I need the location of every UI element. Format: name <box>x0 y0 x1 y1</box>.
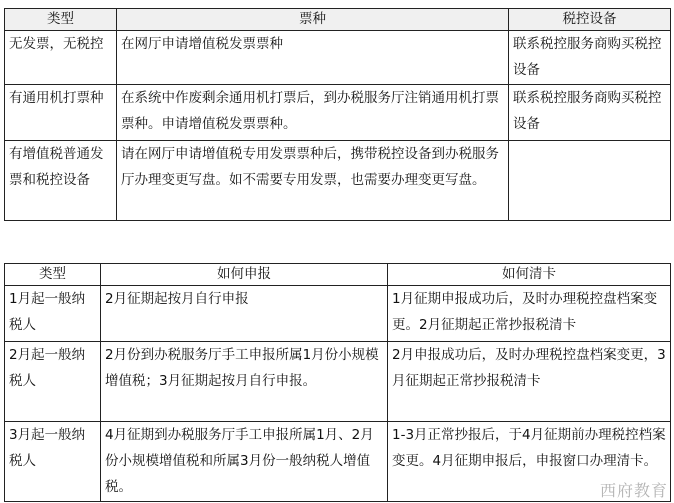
cell-how-declare: 2月征期起按月自行申报 <box>101 286 388 342</box>
declaration-table <box>4 263 671 502</box>
watermark-logo: 西府教育 <box>599 481 668 500</box>
table-row <box>5 31 671 85</box>
cell-type: 无发票，无税控 <box>5 31 117 85</box>
table-row <box>5 141 671 221</box>
table-row <box>5 286 671 342</box>
cell-how-clear: 1-3月正常抄报后，于4月征期前办理税控档案变更。4月征期申报后，申报窗口办理清卡。 <box>388 422 671 502</box>
cell-type: 1月起一般纳税人 <box>5 286 101 342</box>
header-how-clear: 如何清卡 <box>388 264 671 286</box>
cell-ticket-kind: 在系统中作废剩余通用机打票后，到办税服务厅注销通用机打票票种。申请增值税发票票种。 <box>117 85 509 141</box>
table-header-row <box>5 9 671 31</box>
cell-type: 有增值税普通发票和税控设备 <box>5 141 117 221</box>
ticket-type-table <box>4 8 671 221</box>
header-how-declare: 如何申报 <box>101 264 388 286</box>
cell-type: 3月起一般纳税人 <box>5 422 101 502</box>
table-row <box>5 342 671 422</box>
table-row <box>5 422 671 502</box>
cell-how-declare: 2月份到办税服务厅手工申报所属1月份小规模增值税；3月征期起按月自行申报。 <box>101 342 388 422</box>
cell-tax-device: 联系税控服务商购买税控设备 <box>509 85 671 141</box>
table-header-row <box>5 264 671 286</box>
cell-ticket-kind: 请在网厅申请增值税专用发票票种后，携带税控设备到办税服务厅办理变更写盘。如不需要专用发票，也需要办理变更写盘。 <box>117 141 509 221</box>
cell-type: 2月起一般纳税人 <box>5 342 101 422</box>
cell-how-clear: 2月申报成功后，及时办理税控盘档案变更，3月征期起正常抄报税清卡 <box>388 342 671 422</box>
header-type: 类型 <box>5 264 101 286</box>
cell-tax-device: 联系税控服务商购买税控设备 <box>509 31 671 85</box>
header-type: 类型 <box>5 9 117 31</box>
header-ticket-kind: 票种 <box>117 9 509 31</box>
cell-how-declare: 4月征期到办税服务厅手工申报所属1月、2月份小规模增值税和所属3月份一般纳税人增值税。 <box>101 422 388 502</box>
cell-how-clear: 1月征期申报成功后，及时办理税控盘档案变更。2月征期起正常抄报税清卡 <box>388 286 671 342</box>
cell-tax-device <box>509 141 671 221</box>
table-row <box>5 85 671 141</box>
header-tax-device: 税控设备 <box>509 9 671 31</box>
cell-type: 有通用机打票种 <box>5 85 117 141</box>
cell-ticket-kind: 在网厅申请增值税发票票种 <box>117 31 509 85</box>
